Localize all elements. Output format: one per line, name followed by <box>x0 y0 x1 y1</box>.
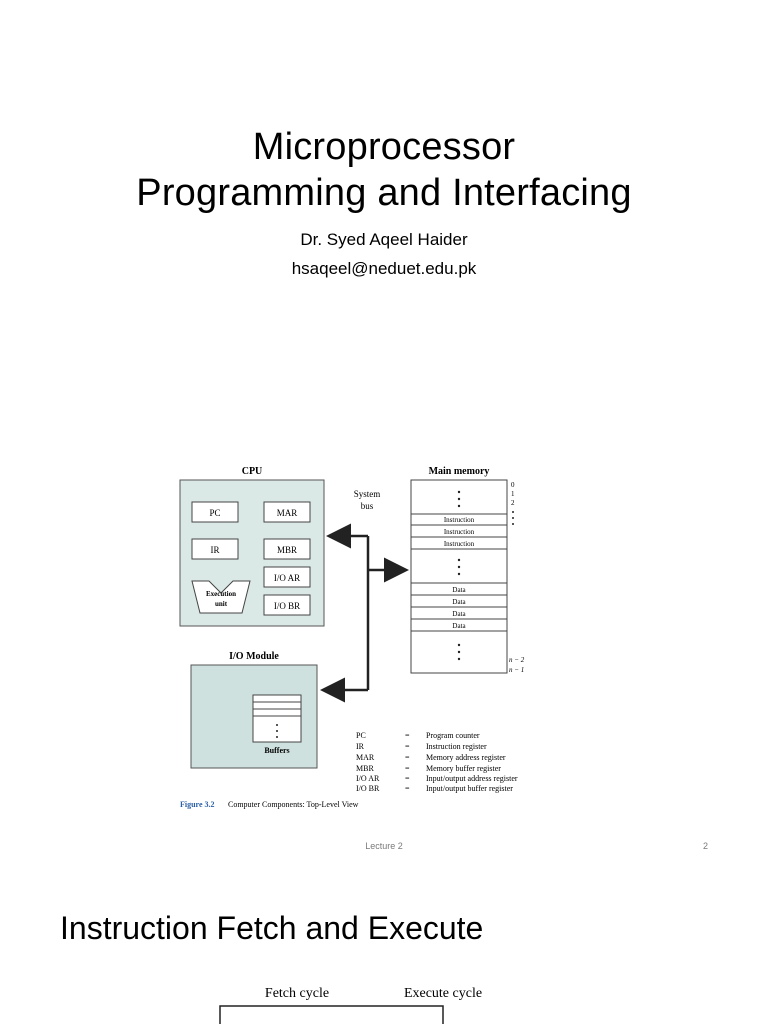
memory-row: Data <box>452 622 466 630</box>
register-io-ar <box>264 567 310 587</box>
legend-eq: = <box>405 784 410 793</box>
address-dots <box>512 511 514 525</box>
memory-row: Data <box>452 586 466 594</box>
register-mar <box>264 502 310 522</box>
fetch-execute-diagram <box>0 980 768 1030</box>
system-bus <box>325 536 404 690</box>
register-io-br <box>264 595 310 615</box>
legend-abbr: PC <box>356 731 366 740</box>
legend-abbr: MAR <box>356 753 375 762</box>
address-label: 2 <box>511 499 515 507</box>
legend-eq: = <box>405 731 410 740</box>
svg-text:I/O BR: I/O BR <box>273 601 301 611</box>
cycle-box-top <box>220 1006 443 1024</box>
legend-abbr: I/O AR <box>356 774 380 783</box>
address-label: 0 <box>511 481 515 489</box>
system-bus-label-2: bus <box>360 501 374 511</box>
memory-row: Data <box>452 598 466 606</box>
title-line-1: Microprocessor <box>252 126 516 168</box>
figure-caption-label: Figure 3.2 <box>180 800 215 809</box>
svg-text:PC: PC <box>209 508 221 518</box>
legend-desc: Input/output buffer register <box>426 784 513 793</box>
legend-desc: Memory buffer register <box>426 764 501 773</box>
svg-text:MAR: MAR <box>276 508 298 518</box>
legend-desc: Instruction register <box>426 742 487 751</box>
author-email: hsaqeel@neduet.edu.pk <box>291 259 477 278</box>
register-pc <box>192 502 238 522</box>
legend-abbr: I/O BR <box>356 784 380 793</box>
address-label: 1 <box>511 490 515 498</box>
io-buffers <box>253 695 301 742</box>
memory-row: Instruction <box>443 540 475 548</box>
legend-desc: Input/output address register <box>426 774 518 783</box>
svg-text:I/O AR: I/O AR <box>273 573 301 583</box>
author-name: Dr. Syed Aqeel Haider <box>300 230 468 249</box>
svg-text:MBR: MBR <box>276 545 298 555</box>
legend-eq: = <box>405 774 410 783</box>
main-memory-title: Main memory <box>428 466 490 477</box>
slide-title <box>0 124 768 216</box>
execute-cycle-label: Execute cycle <box>403 986 483 1001</box>
computer-components-figure <box>0 455 768 815</box>
legend-abbr: IR <box>356 742 364 751</box>
register-mbr <box>264 539 310 559</box>
legend-desc: Program counter <box>426 731 480 740</box>
cpu-title: CPU <box>241 466 263 477</box>
legend-abbr: MBR <box>356 764 374 773</box>
footer-lecture: Lecture 2 <box>365 841 403 851</box>
footer-page-number: 2 <box>703 841 709 851</box>
memory-row: Data <box>452 610 466 618</box>
register-ir <box>192 539 238 559</box>
svg-text:IR: IR <box>210 545 220 555</box>
svg-text:unit: unit <box>214 600 228 608</box>
title-line-2: Programming and Interfacing <box>136 172 632 214</box>
legend-eq: = <box>405 742 410 751</box>
fetch-cycle-label: Fetch cycle <box>264 986 330 1001</box>
buffers-label: Buffers <box>264 746 290 755</box>
legend-eq: = <box>405 753 410 762</box>
io-module-title: I/O Module <box>229 651 279 662</box>
system-bus-label: System <box>353 489 381 499</box>
memory-row: Instruction <box>443 528 475 536</box>
memory-row: Instruction <box>443 516 475 524</box>
slide2-title: Instruction Fetch and Execute <box>60 910 484 946</box>
legend-eq: = <box>405 764 410 773</box>
svg-text:Execution: Execution <box>206 590 236 598</box>
figure-caption-text: Computer Components: Top-Level View <box>228 800 359 809</box>
address-label: n − 1 <box>509 666 525 674</box>
address-label: n − 2 <box>509 656 525 664</box>
legend-desc: Memory address register <box>426 753 506 762</box>
register-legend <box>356 731 518 793</box>
